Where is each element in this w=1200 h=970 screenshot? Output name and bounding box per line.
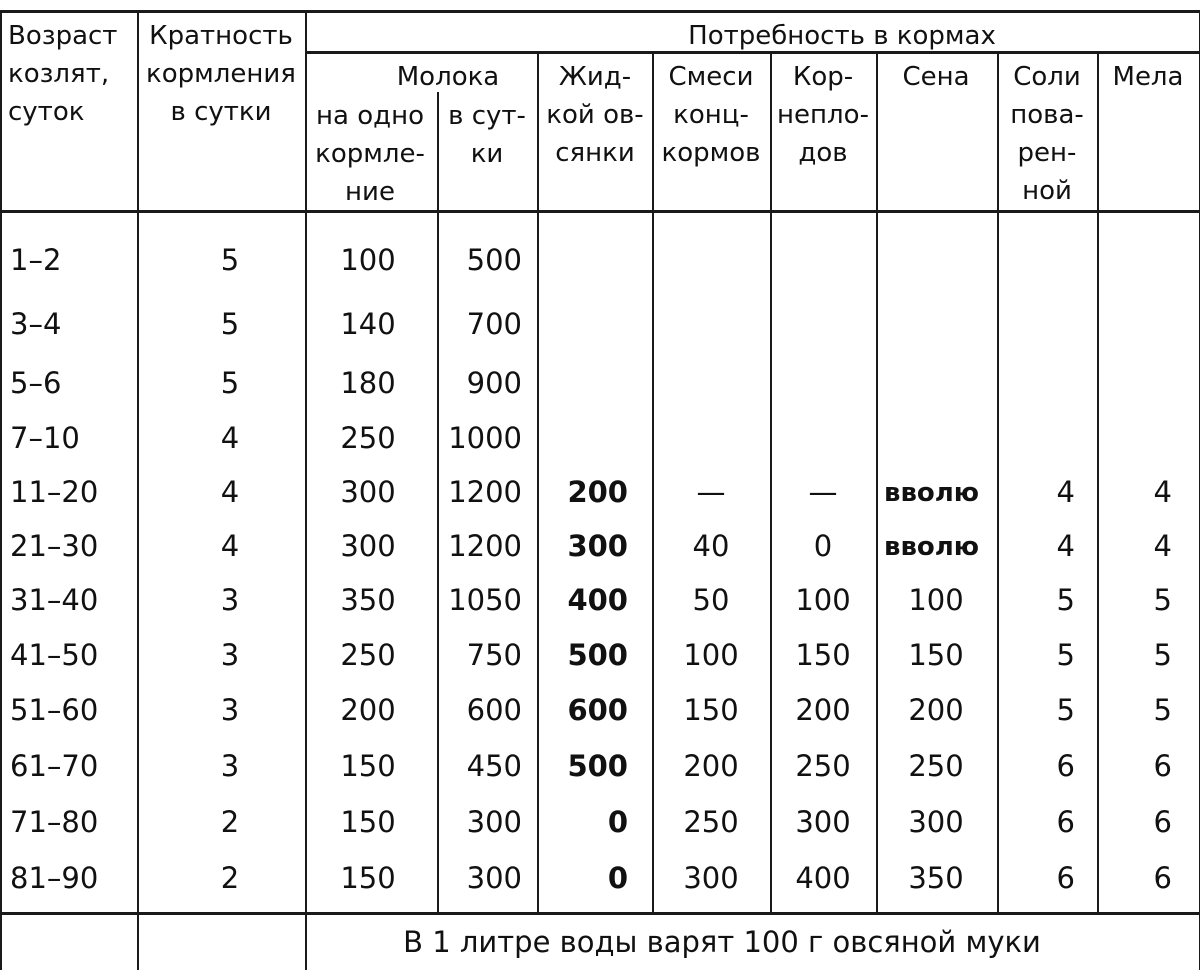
header-root-line: Кор-: [792, 62, 854, 92]
cell-oat-porridge: 200: [567, 475, 628, 509]
header-salt-line: Соли: [1013, 62, 1081, 92]
cell-milk-per-feeding: 150: [340, 861, 396, 895]
cell-root-crops: 250: [795, 749, 851, 783]
header-hay-line: Сена: [902, 62, 970, 92]
header-milk-one-line: ние: [345, 177, 395, 207]
col-divider-root: [876, 53, 878, 912]
cell-oat-porridge: 0: [607, 861, 628, 895]
cell-age: 31–40: [10, 583, 99, 617]
header-oat-line: сянки: [555, 138, 635, 168]
cell-feedings: 2: [220, 805, 240, 839]
cell-concentrate-mix: 50: [692, 583, 730, 617]
cell-hay: 250: [908, 749, 964, 783]
header-oat-line: Жид-: [558, 62, 632, 92]
cell-chalk: 6: [1153, 861, 1172, 895]
header-milk-day-line: в сут-: [448, 101, 526, 131]
cell-feedings: 5: [220, 366, 240, 400]
cell-age: 51–60: [10, 693, 99, 727]
cell-chalk: 4: [1153, 475, 1172, 509]
cell-oat-porridge: 500: [567, 638, 628, 672]
header-oat-line: кой ов-: [546, 100, 644, 130]
cell-milk-per-feeding: 180: [340, 366, 396, 400]
cell-concentrate-mix: 300: [683, 861, 739, 895]
cell-chalk: 6: [1153, 805, 1172, 839]
cell-age: 3–4: [10, 307, 62, 341]
cell-milk-per-day: 500: [466, 243, 522, 277]
table-top-rule: [0, 10, 1200, 13]
cell-age: 21–30: [10, 529, 99, 563]
cell-table-salt: 4: [1056, 529, 1075, 563]
cell-milk-per-feeding: 100: [340, 243, 396, 277]
cell-milk-per-day: 300: [466, 861, 522, 895]
col-divider-mix: [770, 53, 772, 912]
cell-root-crops: 200: [795, 693, 851, 727]
cell-root-crops: 400: [795, 861, 851, 895]
header-need: Потребность в кормах: [688, 21, 996, 51]
cell-age: 5–6: [10, 366, 62, 400]
cell-oat-porridge: 600: [567, 693, 628, 727]
cell-feedings: 5: [220, 307, 240, 341]
cell-oat-porridge: 0: [607, 805, 628, 839]
cell-feedings: 4: [220, 529, 240, 563]
cell-oat-porridge: 400: [567, 583, 628, 617]
cell-milk-per-day: 900: [466, 366, 522, 400]
cell-milk-per-feeding: 250: [340, 638, 396, 672]
cell-milk-per-feeding: 140: [340, 307, 396, 341]
header-freq-line: Кратность: [149, 21, 293, 51]
header-age-line: Возраст: [8, 21, 118, 51]
cell-milk-per-day: 300: [466, 805, 522, 839]
cell-oat-porridge: 300: [567, 529, 628, 563]
cell-hay: 300: [908, 805, 964, 839]
header-milk-one-line: кормле-: [315, 139, 425, 169]
cell-oat-porridge: 500: [567, 749, 628, 783]
footnote: В 1 литре воды варят 100 г овсяной муки: [403, 925, 1041, 959]
cell-age: 41–50: [10, 638, 99, 672]
cell-table-salt: 5: [1056, 583, 1075, 617]
col-divider-milk-day: [537, 53, 539, 912]
cell-age: 71–80: [10, 805, 99, 839]
col-divider-oat: [652, 53, 654, 912]
cell-hay: 100: [908, 583, 964, 617]
cell-age: 11–20: [10, 475, 99, 509]
cell-milk-per-feeding: 150: [340, 805, 396, 839]
cell-milk-per-day: 1200: [448, 529, 522, 563]
header-age-line: козлят,: [8, 59, 110, 89]
cell-root-crops: 0: [813, 529, 833, 563]
cell-milk-per-day: 600: [466, 693, 522, 727]
header-root-line: дов: [798, 138, 848, 168]
cell-milk-per-day: 1200: [448, 475, 522, 509]
cell-milk-per-feeding: 300: [340, 475, 396, 509]
need-header-rule: [305, 51, 1199, 54]
header-salt-line: рен-: [1017, 138, 1077, 168]
cell-chalk: 5: [1153, 583, 1172, 617]
header-chalk-line: Мела: [1112, 62, 1184, 92]
header-milk-one-line: на одно: [316, 101, 424, 131]
header-freq-line: кормления: [146, 59, 296, 89]
cell-table-salt: 6: [1056, 749, 1075, 783]
col-divider-hay: [997, 53, 999, 912]
cell-root-crops: 300: [795, 805, 851, 839]
cell-table-salt: 5: [1056, 693, 1075, 727]
cell-hay: вволю: [884, 478, 980, 508]
cell-hay: 350: [908, 861, 964, 895]
cell-concentrate-mix: 40: [692, 529, 730, 563]
cell-table-salt: 5: [1056, 638, 1075, 672]
header-root-line: непло-: [777, 100, 869, 130]
cell-root-crops: 150: [795, 638, 851, 672]
cell-concentrate-mix: 150: [683, 693, 739, 727]
cell-table-salt: 6: [1056, 861, 1075, 895]
cell-concentrate-mix: 250: [683, 805, 739, 839]
cell-milk-per-feeding: 350: [340, 583, 396, 617]
cell-feedings: 5: [220, 243, 240, 277]
cell-milk-per-day: 1000: [448, 421, 522, 455]
cell-age: 61–70: [10, 749, 99, 783]
table-left-edge: [0, 12, 2, 970]
cell-hay: вволю: [884, 532, 980, 562]
cell-feedings: 3: [220, 749, 240, 783]
header-salt-line: пова-: [1010, 100, 1084, 130]
cell-feedings: 4: [220, 421, 240, 455]
cell-milk-per-day: 700: [466, 307, 522, 341]
cell-milk-per-feeding: 200: [340, 693, 396, 727]
header-milk: Молока: [396, 62, 500, 92]
cell-chalk: 4: [1153, 529, 1172, 563]
cell-feedings: 3: [220, 638, 240, 672]
cell-root-crops: 100: [795, 583, 851, 617]
footnote-top-rule: [0, 912, 1200, 915]
col-divider-freq: [305, 12, 307, 970]
cell-milk-per-feeding: 300: [340, 529, 396, 563]
col-divider-age: [137, 12, 139, 970]
cell-chalk: 5: [1153, 693, 1172, 727]
cell-table-salt: 4: [1056, 475, 1075, 509]
cell-chalk: 5: [1153, 638, 1172, 672]
header-mix-line: Смеси: [668, 62, 754, 92]
cell-concentrate-mix: —: [696, 475, 726, 509]
cell-milk-per-feeding: 150: [340, 749, 396, 783]
header-milk-day-line: ки: [470, 139, 504, 169]
cell-feedings: 3: [220, 693, 240, 727]
cell-age: 7–10: [10, 421, 80, 455]
cell-feedings: 3: [220, 583, 240, 617]
cell-feedings: 4: [220, 475, 240, 509]
col-divider-milk-one: [437, 92, 439, 912]
cell-concentrate-mix: 100: [683, 638, 739, 672]
cell-feedings: 2: [220, 861, 240, 895]
cell-age: 1–2: [10, 243, 62, 277]
cell-age: 81–90: [10, 861, 99, 895]
cell-chalk: 6: [1153, 749, 1172, 783]
header-mix-line: конц-: [673, 100, 749, 130]
header-salt-line: ной: [1022, 176, 1072, 206]
cell-milk-per-day: 1050: [448, 583, 522, 617]
header-bottom-rule: [0, 210, 1200, 213]
cell-hay: 150: [908, 638, 964, 672]
header-age-line: суток: [8, 97, 85, 127]
cell-table-salt: 6: [1056, 805, 1075, 839]
cell-milk-per-feeding: 250: [340, 421, 396, 455]
cell-milk-per-day: 450: [466, 749, 522, 783]
cell-hay: 200: [908, 693, 964, 727]
cell-concentrate-mix: 200: [683, 749, 739, 783]
cell-root-crops: —: [808, 475, 838, 509]
col-divider-salt: [1097, 53, 1099, 912]
cell-milk-per-day: 750: [466, 638, 522, 672]
header-mix-line: кормов: [661, 138, 761, 168]
header-freq-line: в сутки: [170, 97, 272, 127]
